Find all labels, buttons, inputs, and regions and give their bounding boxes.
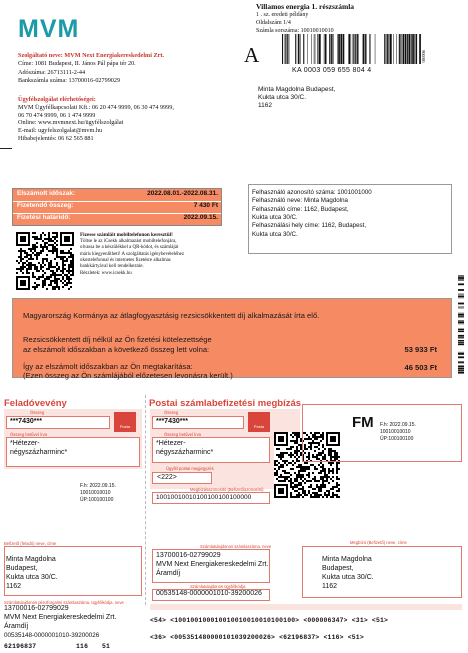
price-cap-notice — [12, 298, 452, 378]
customer-service-online[interactable]: Online: www.mvmnext.hu/ügyfélszolgálat — [18, 119, 124, 127]
qr-code[interactable] — [16, 232, 74, 290]
receipt-reference: 00535148-0000001010-39200026 — [4, 632, 100, 639]
transfer-payer-name: Minta Magdolna — [322, 556, 372, 563]
customer-service-heading: Ügyfélszolgálat elérhetőségei: — [18, 96, 96, 103]
transfer-amount-label: Összeg — [164, 410, 179, 415]
transfer-code2: ÜP:100100100 — [380, 436, 414, 442]
fold-mark — [0, 148, 12, 149]
side-code: 900/00 — [421, 50, 426, 63]
transfer-title: Postai számlabefizetési megbízás — [149, 398, 302, 409]
receipt-account-type: Áramdíj — [4, 623, 29, 630]
transfer-payer-label: Megbízó (Befizető) neve, címe — [350, 540, 407, 545]
transfer-amount: ***7430*** — [156, 418, 188, 425]
receipt-code2: ÜP:100100100 — [80, 497, 114, 503]
ocr-line1: <54> <100100100010010010010010100100> <000006347> <31> <51> — [150, 617, 389, 624]
mvm-logo: MVM — [18, 15, 80, 43]
notice-line1: Magyarország Kormánya az átlagfogyasztásig rezsicsökkentett díj alkalmazását írta elő. — [23, 311, 320, 320]
form-code: FM — [352, 414, 374, 431]
user-id: Felhasználó azonosító száma: 1001001000 — [252, 189, 372, 196]
period-row — [17, 190, 218, 201]
recipient-address — [258, 86, 335, 110]
app-promo-line: okostelefonnal és internetes fizetésre alkalmas — [80, 257, 171, 263]
perforation-line — [145, 395, 146, 605]
receipt-bottom-code2: 116 — [76, 643, 89, 650]
amount-value: 7 430 Ft — [193, 202, 218, 209]
receipt-amount: ***7430*** — [10, 418, 42, 425]
receipt-words-label: Összeg betűvel írva — [10, 432, 48, 437]
side-barcode — [458, 268, 464, 378]
user-address-street: Kukta utca 30/C. — [252, 214, 298, 222]
posta-logo: Posta — [114, 412, 136, 432]
customer-service-info — [18, 96, 248, 143]
transfer-code: <222> — [157, 474, 177, 481]
app-promo-heading: Fizesse számláit mobiltelefonon keresztül! — [80, 232, 173, 238]
receipt-bottom-code3: 51 — [102, 643, 111, 650]
transfer-holder-name: MVM Next Energiakereskedelmi Zrt. — [156, 561, 269, 568]
transfer-upper-right-box — [302, 404, 462, 462]
consumption-site: Felhasználási hely címe: 1162, Budapest, — [252, 222, 367, 230]
receipt-amount-label: Összeg — [30, 410, 45, 415]
supplier-info — [18, 52, 238, 85]
customer-service-email[interactable]: E-mail: ugyfelszolgalat@mvm.hu — [18, 127, 103, 134]
customer-service-phone2: 06 70 474 9999, 06 1 474 9999 — [18, 111, 96, 119]
transfer-holder-account: 13700016-02799029 — [156, 552, 221, 559]
transfer-payer-zip: 1162 — [322, 583, 338, 590]
receipt-payer-city: Budapest, — [6, 565, 38, 572]
posta-logo: Posta — [248, 412, 270, 432]
customer-service-fault: Hibabejelentés: 06 62 565 881 — [18, 134, 94, 142]
receipt-account-label: Számlatulajdonos pénzforgalmi számlaszáma, ügyfélkódja, neve — [4, 600, 124, 605]
transfer-ident-label: Megbízásazonosító (Befizetőazonosító) — [190, 487, 264, 492]
user-name: Felhasználó neve: Minta Magdolna — [252, 197, 348, 205]
amount-row — [17, 202, 218, 213]
transfer-payer-city: Budapest, — [322, 565, 354, 572]
notice-value-without-cap: 53 933 Ft — [404, 345, 437, 354]
transfer-holder-type: Áramdíj — [156, 570, 181, 577]
notice-savings-value: 46 503 Ft — [404, 363, 437, 372]
document-title: Villamos energia 1. részszámla — [256, 2, 355, 11]
transfer-payer-street: Kukta utca 30/C. — [322, 574, 374, 581]
receipt-payer-label: Befizető (feladó) neve, címe — [4, 541, 57, 546]
supplier-tax-number: Adószáma: 26713111-2-44 — [18, 68, 86, 76]
receipt-bottom-code1: 62196837 — [4, 643, 37, 650]
notice-line3a: Így az elszámolt időszakban az Ön megtakarítása: — [23, 362, 193, 371]
period-value: 2022.08.01.-2022.08.31. — [147, 190, 218, 197]
app-promo — [80, 232, 232, 277]
user-address: Felhasználó címe: 1162, Budapest, — [252, 205, 349, 213]
transfer-code-label: Ügyfél postai megjegyzés — [166, 466, 214, 471]
receipt-code1: 10010010010 — [80, 490, 111, 496]
receipt-words-line2: négyszázharminc* — [10, 449, 68, 456]
app-promo-line: máris kiegyenlítheti! A szolgáltatás igénybevételéhez — [80, 251, 185, 257]
recipient-zip: 1162 — [258, 102, 272, 110]
receipt-account: 13700016-02799029 — [4, 605, 69, 612]
app-promo-line: Töltse le az iCsekk alkalmazást mobiltelefonjára, — [80, 238, 177, 244]
receipt-payer-street: Kukta utca 30/C. — [6, 574, 58, 581]
recipient-street: Kukta utca 30/C. — [258, 94, 307, 102]
transfer-words-label: Összeg betűvel írva — [164, 432, 202, 437]
notice-line2a: Rezsicsökkentett díj nélkül az Ön fizetési kötelezettsége — [23, 335, 212, 344]
receipt-title: Feladóvevény — [4, 398, 67, 409]
receipt-words-line1: *Hétezer- — [10, 440, 40, 447]
transfer-words-line1: *Hétezer- — [156, 440, 186, 447]
notice-line2b: az elszámolt időszakban a következő összeg lett volna: — [23, 345, 210, 354]
supplier-name: Szolgáltató neve: MVM Next Energiakereskedelmi Zrt. — [18, 52, 164, 59]
receipt-account-name: MVM Next Energiakereskedelmi Zrt. — [4, 614, 117, 621]
supplier-bank-account: Bankszámla száma: 13700016-02799029 — [18, 76, 121, 84]
amount-label: Fizetendő összeg: — [17, 202, 74, 209]
transfer-holder-label: Számlatulajdonos számlaszáma, neve — [200, 544, 272, 549]
consumption-site-street: Kukta utca 30/C. — [252, 230, 298, 238]
transfer-date: F.h: 2022.09.15. — [380, 422, 416, 428]
ocr-strip — [150, 604, 462, 610]
page-number: Oldalszám 1/4 — [256, 20, 291, 26]
transfer-ident: 10010010010100100100100000 — [156, 494, 252, 501]
due-value: 2022.09.15. — [183, 214, 218, 221]
app-promo-link[interactable]: Részletek: www.icsekk.hu — [80, 270, 132, 276]
receipt-date: F.h: 2022.09.15. — [80, 483, 116, 489]
invoice-barcode — [282, 34, 422, 64]
transfer-ref-label: Számlatulajdonos ügyfélkódja — [190, 584, 246, 589]
copy-note: 1 . sz. eredeti példány — [256, 12, 309, 18]
app-promo-line: bankkártyával kell rendelkeznie. — [80, 264, 144, 270]
receipt-payer-zip: 1162 — [6, 583, 22, 590]
format-letter: A — [244, 43, 260, 67]
transfer-code1: 10010010010 — [380, 429, 411, 435]
ocr-line2: <36> <005351480000101039200026> <62196837> <116> <51> — [150, 634, 364, 641]
period-label: Elszámolt időszak: — [17, 190, 76, 197]
transfer-ref: 00535148-0000001010-39200026 — [156, 590, 262, 597]
billing-summary — [12, 188, 222, 226]
supplier-address: Címe: 1081 Budapest, II. János Pál pápa tér 20. — [18, 60, 136, 68]
customer-service-phone1: MVM Ügyfélkapcsolati Kft.: 06 20 474 9999, 06 30 474 9999, — [18, 103, 174, 111]
due-row — [17, 214, 218, 225]
notice-line3b: (Ezen összeg az Ön számlájából előzetesen levonásra került.) — [23, 371, 233, 380]
user-info-box — [248, 184, 452, 254]
barcode-text: KA 0003 059 655 804 4 — [292, 67, 372, 74]
recipient-name: Minta Magdolna Budapest, — [258, 86, 336, 93]
transfer-words-line2: négyszázharminc* — [156, 449, 214, 456]
due-label: Fizetési határidő: — [17, 214, 71, 221]
receipt-payer-name: Minta Magdolna — [6, 556, 56, 563]
app-promo-line: olvassa be a készülékkel a QR-kódot, és számláját — [80, 245, 179, 251]
invoice-serial: Számla sorszáma: 10010010010 — [256, 28, 334, 34]
